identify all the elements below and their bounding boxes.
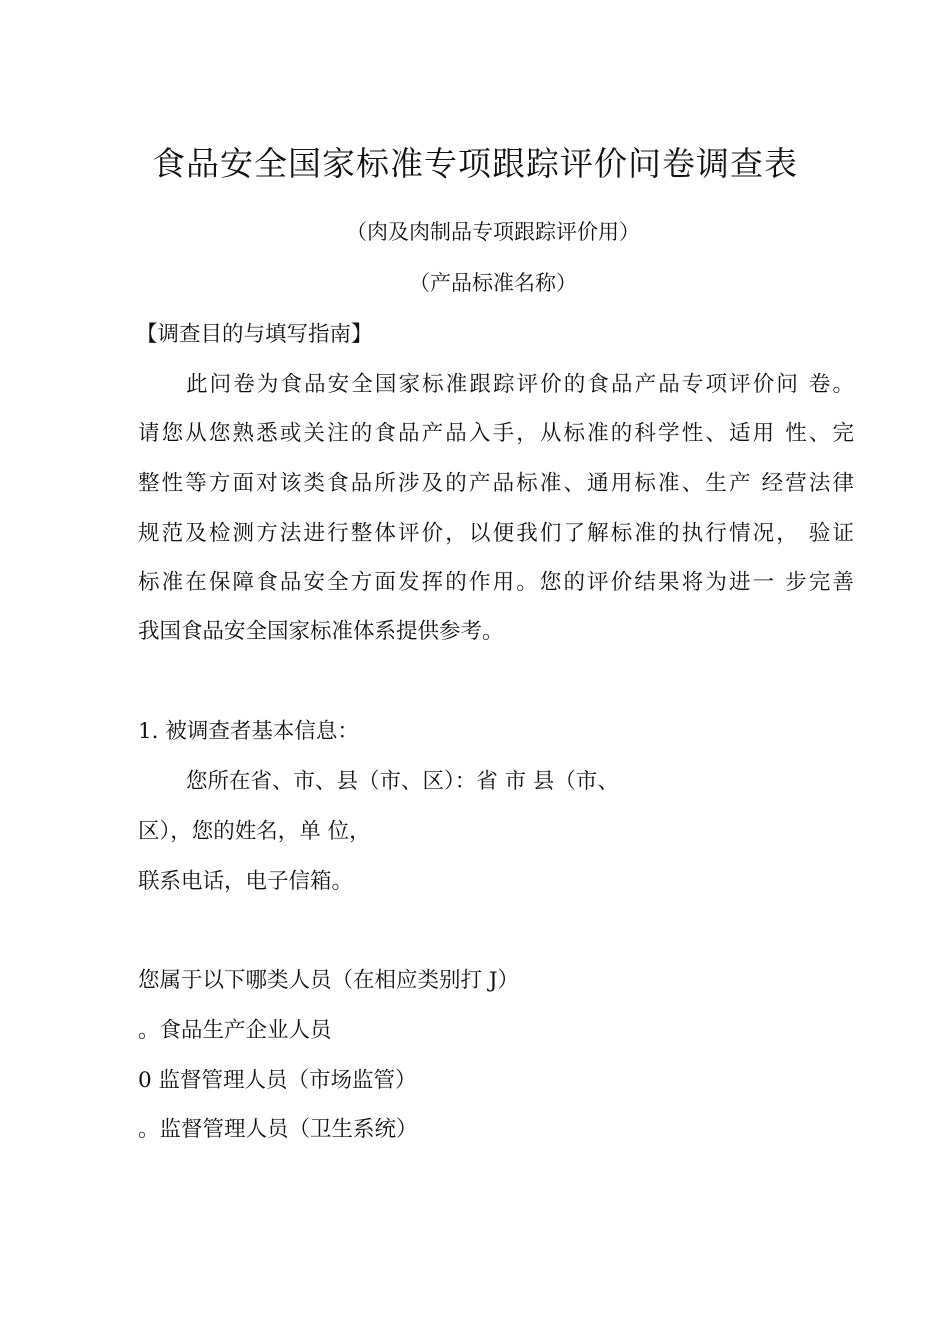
contact-field-line: 联系电话，电子信箱。 (138, 869, 354, 894)
document-title: 食品安全国家标准专项跟踪评价问卷调查表 (152, 144, 798, 183)
intro-line: 请您从您熟悉或关注的食品产品入手，从标准的科学性、适用 性、完 (138, 421, 854, 446)
guide-heading: 【调查目的与填写指南】 (136, 322, 373, 347)
section1-heading: 1. 被调查者基本信息： (138, 719, 359, 744)
intro-line: 此问卷为食品安全国家标准跟踪评价的食品产品专项评价问 卷。 (186, 372, 854, 397)
intro-line: 规范及检测方法进行整体评价，以便我们了解标准的执行情况， 验证 (138, 521, 854, 546)
option-food-producer: 。食品生产企业人员 (138, 1018, 332, 1043)
category-question: 您属于以下哪类人员（在相应类别打 J） (138, 968, 519, 993)
option-health-supervisor: 。监督管理人员（卫生系统） (138, 1117, 418, 1142)
name-field-line: 区），您的姓名，单 位， (138, 819, 371, 844)
location-field-line: 您所在省、市、县（市、区）：省 市 县（市、 (186, 769, 619, 794)
option-market-supervisor: 0 监督管理人员（市场监管） (138, 1068, 417, 1093)
intro-line: 标准在保障食品安全方面发挥的作用。您的评价结果将为进一 步完善 (138, 570, 854, 595)
intro-line: 我国食品安全国家标准体系提供参考。 (138, 619, 504, 644)
subtitle-usage: （肉及肉制品专项跟踪评价用） (346, 220, 640, 244)
intro-line: 整性等方面对该类食品所涉及的产品标准、通用标准、生产 经营法律 (138, 471, 854, 496)
subtitle-product-standard: （产品标准名称） (409, 271, 577, 295)
